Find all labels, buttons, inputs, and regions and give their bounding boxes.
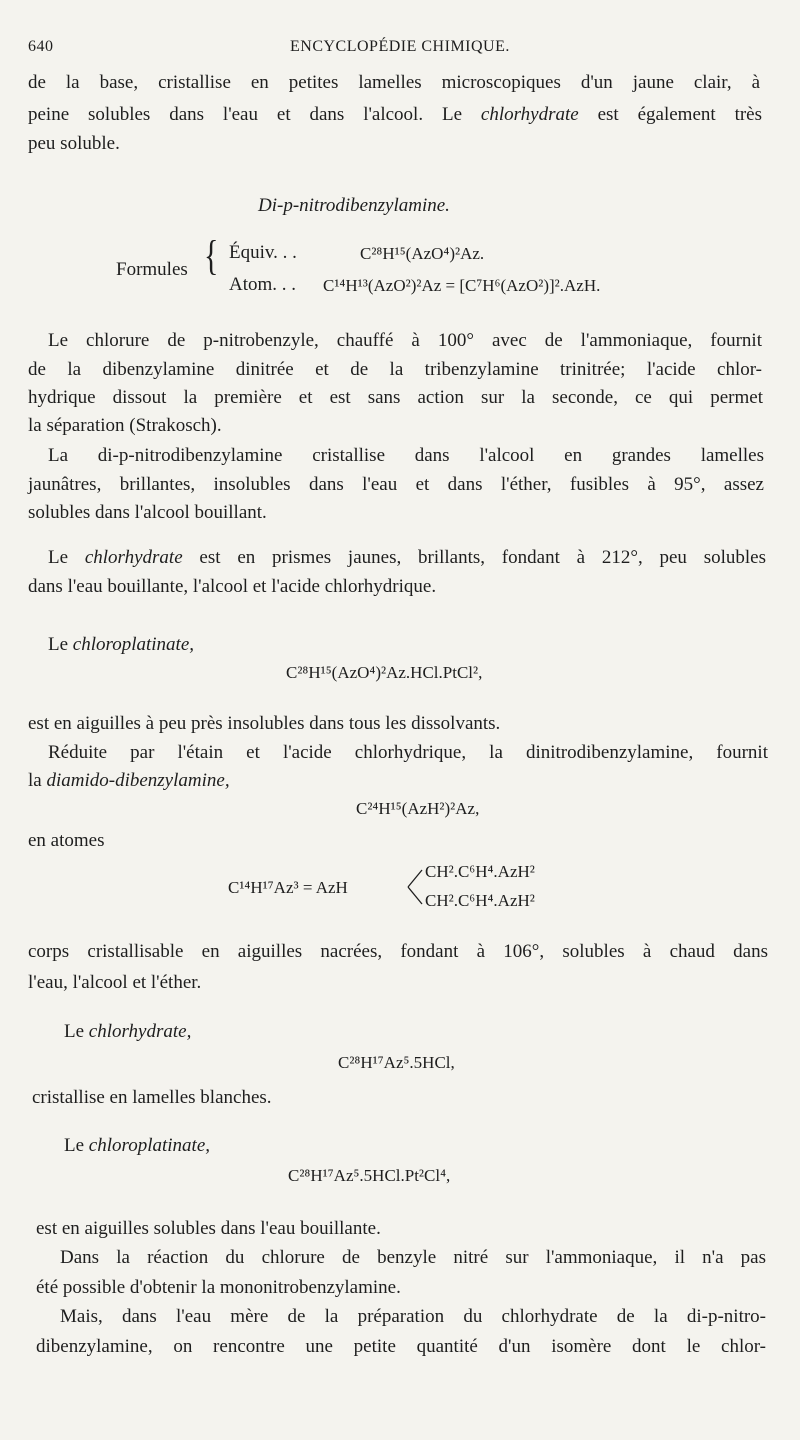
text-line: la séparation (Strakosch). [28, 415, 222, 436]
text-line: peu soluble. [28, 133, 120, 154]
italic-term: chlorhydrate, [88, 1021, 192, 1042]
formulas-label: Formules [116, 259, 188, 280]
formula-branch-bottom: CH².C⁶H⁴.AzH² [425, 891, 535, 910]
text-line: cristallise en lamelles blanches. [32, 1087, 272, 1108]
text-line: solubles dans l'alcool bouillant. [28, 502, 267, 523]
text-line: dibenzylamine, on rencontre une petite quantité d'un isomère dont le chlor- [36, 1336, 766, 1357]
text-line: en atomes [28, 830, 105, 851]
italic-term: diamido-dibenzylamine, [46, 770, 230, 791]
text-line: jaunâtres, brillantes, insolubles dans l'eau et dans l'éther, fusibles à 95°, assez [28, 474, 764, 495]
text-line: est en aiguilles à peu près insolubles dans tous les dissolvants. [28, 713, 501, 734]
text-line: été possible d'obtenir la mononitrobenzylamine. [36, 1277, 401, 1298]
atom-label: Atom. . . [229, 274, 297, 295]
text-line: de la base, cristallise en petites lamelles microscopiques d'un jaune clair, à [28, 72, 760, 93]
text-line: hydrique dissout la première et est sans action sur la seconde, ce qui permet [28, 387, 763, 408]
italic-term: chloroplatinate, [88, 1135, 210, 1156]
chemical-formula: C²⁸H¹⁵(AzO⁴)²Az.HCl.PtCl², [286, 663, 483, 682]
text-line: corps cristallisable en aiguilles nacrées, fondant à 106°, solubles à chaud dans [28, 941, 768, 962]
formula-core: C¹⁴H¹⁷Az³ = AzH [228, 878, 348, 897]
formula-branch-top: CH².C⁶H⁴.AzH² [425, 862, 535, 881]
italic-term: chlorhydrate [84, 547, 183, 568]
text-line: l'eau, l'alcool et l'éther. [28, 972, 202, 993]
text-line: Le chloroplatinate, [48, 634, 194, 655]
text-line: Le chlorhydrate est en prismes jaunes, brillants, fondant à 212°, peu solubles [48, 547, 766, 568]
atom-formula: C¹⁴H¹³(AzO²)²Az = [C⁷H⁶(AzO²)]².AzH. [323, 276, 601, 295]
formula-branch-lines [407, 862, 425, 912]
text-line: Le chlorure de p-nitrobenzyle, chauffé à 100° avec de l'ammoniaque, fournit [48, 330, 762, 351]
text-line: Réduite par l'étain et l'acide chlorhydrique, la dinitrodibenzylamine, fournit [48, 742, 768, 763]
compound-heading: Di-p-nitrodibenzylamine. [258, 195, 450, 216]
text-line: Le chloroplatinate, [64, 1135, 210, 1156]
equiv-label: Équiv. . . [229, 242, 297, 263]
page-number: 640 [28, 38, 54, 55]
text-line: Mais, dans l'eau mère de la préparation du chlorhydrate de la di-p-nitro- [60, 1306, 766, 1327]
text-line: dans l'eau bouillante, l'alcool et l'acide chlorhydrique. [28, 576, 437, 597]
text-line: est en aiguilles solubles dans l'eau bouillante. [36, 1218, 381, 1239]
text-line: de la dibenzylamine dinitrée et de la tribenzylamine trinitrée; l'acide chlor- [28, 359, 762, 380]
chemical-formula: C²⁸H¹⁷Az⁵.5HCl.Pt²Cl⁴, [288, 1166, 451, 1185]
text-line: peine solubles dans l'eau et dans l'alcool. Le chlorhydrate est également très [28, 104, 762, 125]
italic-term: chlorhydrate [480, 104, 579, 125]
equiv-formula: C²⁸H¹⁵(AzO⁴)²Az. [360, 244, 485, 263]
text-line: la diamido-dibenzylamine, [28, 770, 230, 791]
chemical-formula: C²⁸H¹⁷Az⁵.5HCl, [338, 1053, 455, 1072]
text-line: Le chlorhydrate, [64, 1021, 192, 1042]
chemical-formula: C²⁴H¹⁵(AzH²)²Az, [356, 799, 480, 818]
text-line: Dans la réaction du chlorure de benzyle nitré sur l'ammoniaque, il n'a pas [60, 1247, 766, 1268]
italic-term: chloroplatinate, [72, 634, 194, 655]
running-title: ENCYCLOPÉDIE CHIMIQUE. [290, 38, 510, 55]
text-line: La di-p-nitrodibenzylamine cristallise dans l'alcool en grandes lamelles [48, 445, 764, 466]
brace: { [204, 233, 219, 280]
